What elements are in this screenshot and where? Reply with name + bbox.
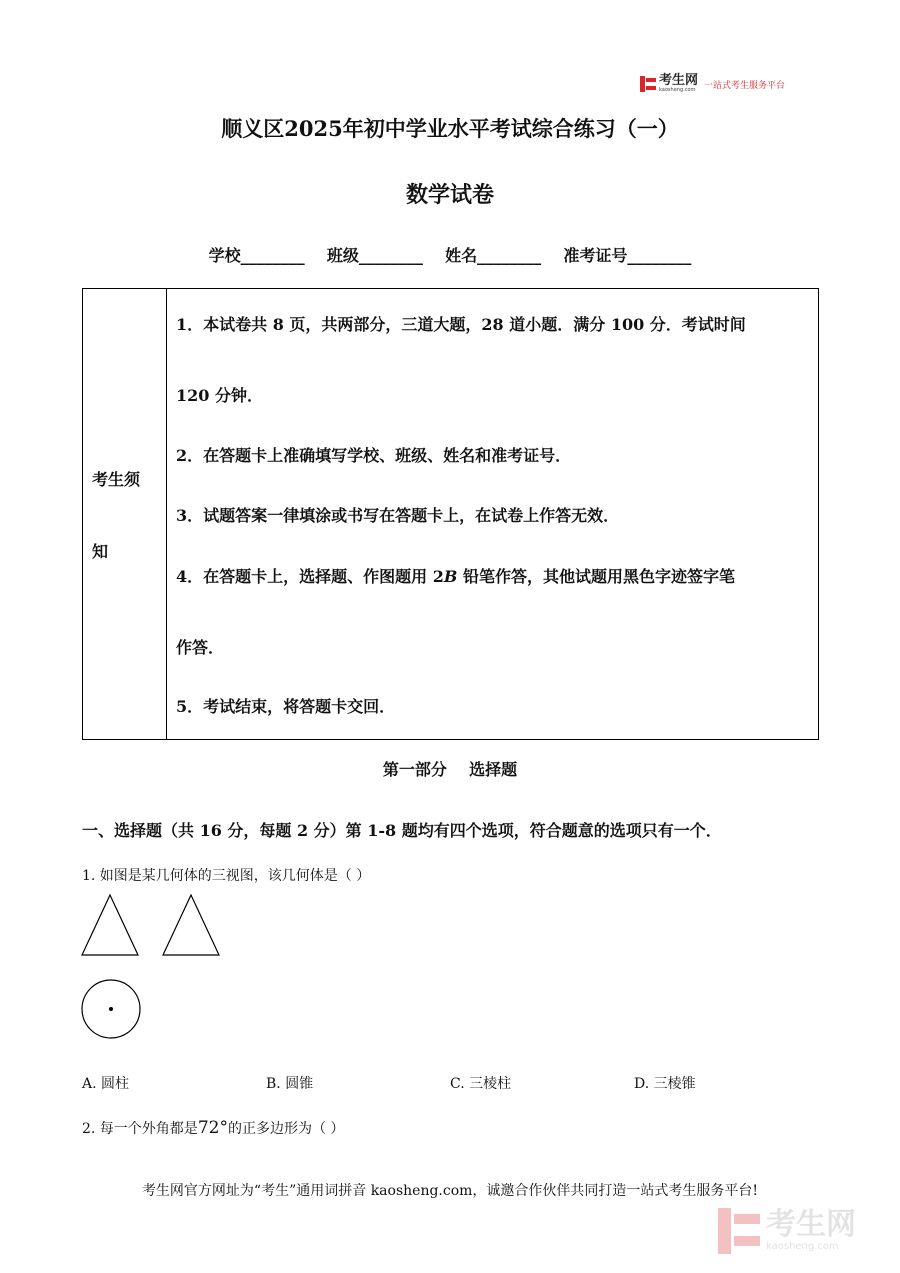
logo-name: 考生网 <box>659 73 699 88</box>
question-2-text <box>82 1118 344 1138</box>
q1-option-d[interactable]: D. 三棱锥 <box>634 1076 696 1092</box>
notice-item-2: 2．在答题卡上准确填写学校、班级、姓名和准考证号． <box>176 446 572 465</box>
logo-slogan: 一站式考生服务平台 <box>704 80 786 91</box>
notice-item-4 <box>176 564 735 587</box>
q1-figure-views <box>80 892 225 962</box>
question-2-suffix: 的正多边形为（ ） <box>227 1121 345 1137</box>
notice-item-4-part1: 4．在答题卡上，选择题、作图题用 2 <box>176 567 444 586</box>
watermark-logo <box>718 1205 878 1257</box>
notice-item-3: 3．试题答案一律填涂或书写在答题卡上，在试卷上作答无效． <box>176 506 620 525</box>
exam-subtitle: 数学试卷 <box>405 182 494 208</box>
kaosheng-logo-icon <box>640 76 656 92</box>
page-footer: 考生网官方网址为“考生”通用词拼音 kaosheng.com，诚邀合作伙伴共同打造一站式考生服务平台! <box>141 1183 759 1199</box>
watermark-logo-icon <box>718 1208 760 1254</box>
part-heading: 一、选择题（共 16 分，每题 2 分）第 1-8 题均有四个选项，符合题意的选项只有一个． <box>82 821 722 840</box>
question-2-angle: 72° <box>197 1118 228 1138</box>
logo-text-block <box>659 75 698 93</box>
q1-option-c[interactable]: C. 三棱柱 <box>450 1076 512 1092</box>
question-2-prefix: 2. 每一个外角都是 <box>82 1121 198 1137</box>
question-1-text: 1. 如图是某几何体的三视图，该几何体是（ ） <box>82 868 371 884</box>
section-title: 第一部分 选择题 <box>382 760 518 779</box>
side-view-triangle <box>163 895 219 955</box>
logo-domain: kaosheng.com <box>659 87 696 93</box>
notice-item-4-cont: 作答． <box>176 638 225 657</box>
notice-item-1: 1．本试卷共 8 页，共两部分，三道大题，28 道小题．满分 100 分．考试时间 <box>176 315 746 334</box>
front-view-triangle <box>82 895 138 955</box>
header-logo[interactable] <box>640 72 805 96</box>
q1-option-b[interactable]: B. 圆锥 <box>266 1076 314 1092</box>
notice-table <box>82 288 819 740</box>
notice-item-4-part2: 铅笔作答，其他试题用黑色字迹签字笔 <box>457 567 735 586</box>
top-view-center-point <box>109 1007 113 1011</box>
q1-figure-top-view <box>80 978 144 1042</box>
notice-label-line2: 知 <box>92 542 109 561</box>
notice-label-line1: 考生须 <box>92 470 141 489</box>
q1-option-a[interactable]: A. 圆柱 <box>82 1076 130 1092</box>
notice-item-5: 5．考试结束，将答题卡交回． <box>176 697 396 716</box>
student-info-line: 学校________ 班级________ 姓名________ 准考证号________ <box>208 246 692 265</box>
exam-title: 顺义区2025年初中学业水平考试综合练习（一） <box>221 116 679 141</box>
notice-item-1-cont: 120 分钟． <box>176 386 263 405</box>
watermark-name: 考生网 <box>766 1207 856 1242</box>
watermark-domain: kaosheng.com <box>766 1241 839 1252</box>
notice-item-4-pencil-grade: B <box>443 567 458 586</box>
notice-divider <box>166 289 167 739</box>
